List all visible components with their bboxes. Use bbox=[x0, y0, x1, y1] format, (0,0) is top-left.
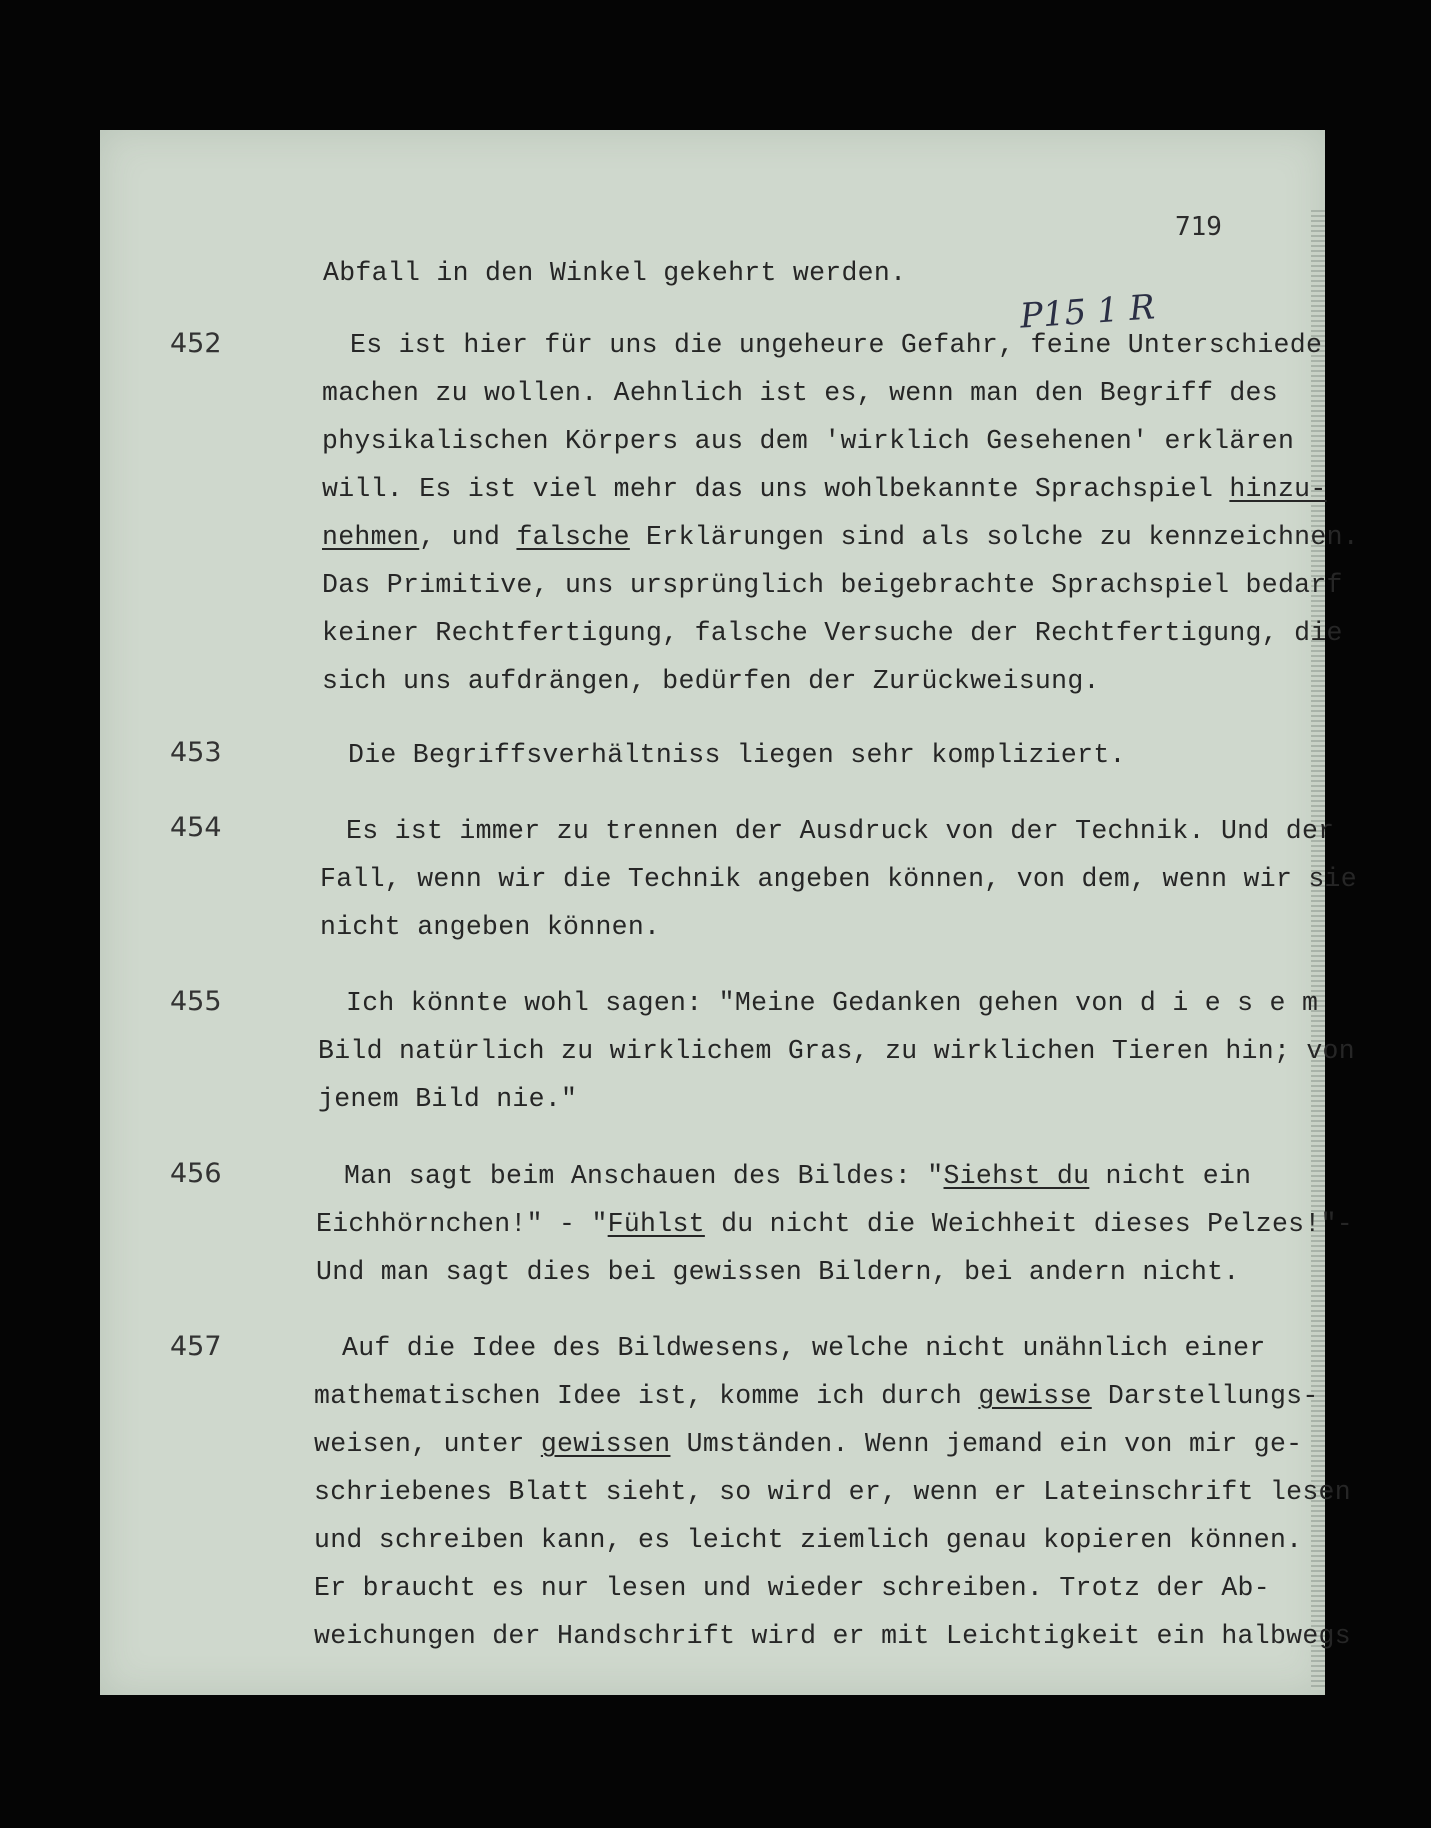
text-line: Fall, wenn wir die Technik angeben können, von dem, wenn wir sie bbox=[320, 864, 1357, 894]
text-line: Ich könnte wohl sagen: "Meine Gedanken gehen von d i e s e m bbox=[346, 988, 1319, 1018]
text-line: physikalischen Körpers aus dem 'wirklich Gesehenen' erklären bbox=[322, 426, 1295, 456]
remark-number-455: 455 bbox=[170, 986, 222, 1017]
text-line: Es ist immer zu trennen der Ausdruck von der Technik. Und der bbox=[346, 816, 1335, 846]
handwritten-annotation: P15 1 R bbox=[1018, 287, 1157, 337]
underlined-word: falsche bbox=[516, 522, 630, 552]
text-line: Es ist hier für uns die ungeheure Gefahr, feine Unterschiede bbox=[350, 330, 1323, 360]
text-line: nehmen, und falsche Erklärungen sind als solche zu kennzeichnen. bbox=[322, 522, 1359, 552]
underlined-word: Siehst du bbox=[943, 1161, 1090, 1191]
text-line: sich uns aufdrängen, bedürfen der Zurückweisung. bbox=[322, 666, 1100, 696]
text-line: Abfall in den Winkel gekehrt werden. bbox=[323, 258, 907, 288]
text-line: schriebenes Blatt sieht, so wird er, wenn er Lateinschrift lesen bbox=[314, 1477, 1351, 1507]
underlined-word: nehmen bbox=[322, 522, 420, 552]
remark-number-452: 452 bbox=[170, 328, 222, 359]
text-line: will. Es ist viel mehr das uns wohlbekannte Sprachspiel hinzu- bbox=[322, 474, 1327, 504]
underlined-word: hinzu- bbox=[1229, 474, 1327, 504]
text-line: Bild natürlich zu wirklichem Gras, zu wirklichen Tieren hin; von bbox=[318, 1036, 1355, 1066]
remark-number-456: 456 bbox=[170, 1158, 222, 1189]
text-line: Auf die Idee des Bildwesens, welche nicht unähnlich einer bbox=[342, 1333, 1266, 1363]
underlined-word: Fühlst bbox=[607, 1209, 705, 1239]
remark-number-453: 453 bbox=[170, 737, 222, 768]
remark-number-457: 457 bbox=[170, 1331, 222, 1362]
text-line: Man sagt beim Anschauen des Bildes: "Siehst du nicht ein bbox=[344, 1161, 1252, 1191]
text-line: und schreiben kann, es leicht ziemlich genau kopieren können. bbox=[314, 1525, 1303, 1555]
text-line: Und man sagt dies bei gewissen Bildern, bei andern nicht. bbox=[316, 1257, 1240, 1287]
text-line: nicht angeben können. bbox=[320, 912, 661, 942]
document-page bbox=[100, 130, 1359, 1695]
text-line: jenem Bild nie." bbox=[318, 1084, 578, 1114]
text-line: weichungen der Handschrift wird er mit Leichtigkeit ein halbwegs bbox=[314, 1621, 1351, 1651]
text-line: Das Primitive, uns ursprünglich beigebrachte Sprachspiel bedarf bbox=[322, 570, 1343, 600]
underlined-word: gewisse bbox=[978, 1381, 1092, 1411]
text-line: Die Begriffsverhältniss liegen sehr kompliziert. bbox=[348, 740, 1126, 770]
page-edge-strip bbox=[1311, 210, 1325, 1690]
remark-number-454: 454 bbox=[170, 812, 222, 843]
text-line: Eichhörnchen!" - "Fühlst du nicht die Weichheit dieses Pelzes!"- bbox=[316, 1209, 1353, 1239]
underlined-word: gewissen bbox=[540, 1429, 671, 1459]
text-line: machen zu wollen. Aehnlich ist es, wenn man den Begriff des bbox=[322, 378, 1278, 408]
text-line: keiner Rechtfertigung, falsche Versuche der Rechtfertigung, die bbox=[322, 618, 1343, 648]
text-line: mathematischen Idee ist, komme ich durch gewisse Darstellungs- bbox=[314, 1381, 1319, 1411]
text-line: weisen, unter gewissen Umständen. Wenn jemand ein von mir ge- bbox=[314, 1429, 1303, 1459]
text-line: Er braucht es nur lesen und wieder schreiben. Trotz der Ab- bbox=[314, 1573, 1270, 1603]
page-number: 719 bbox=[1175, 212, 1222, 242]
